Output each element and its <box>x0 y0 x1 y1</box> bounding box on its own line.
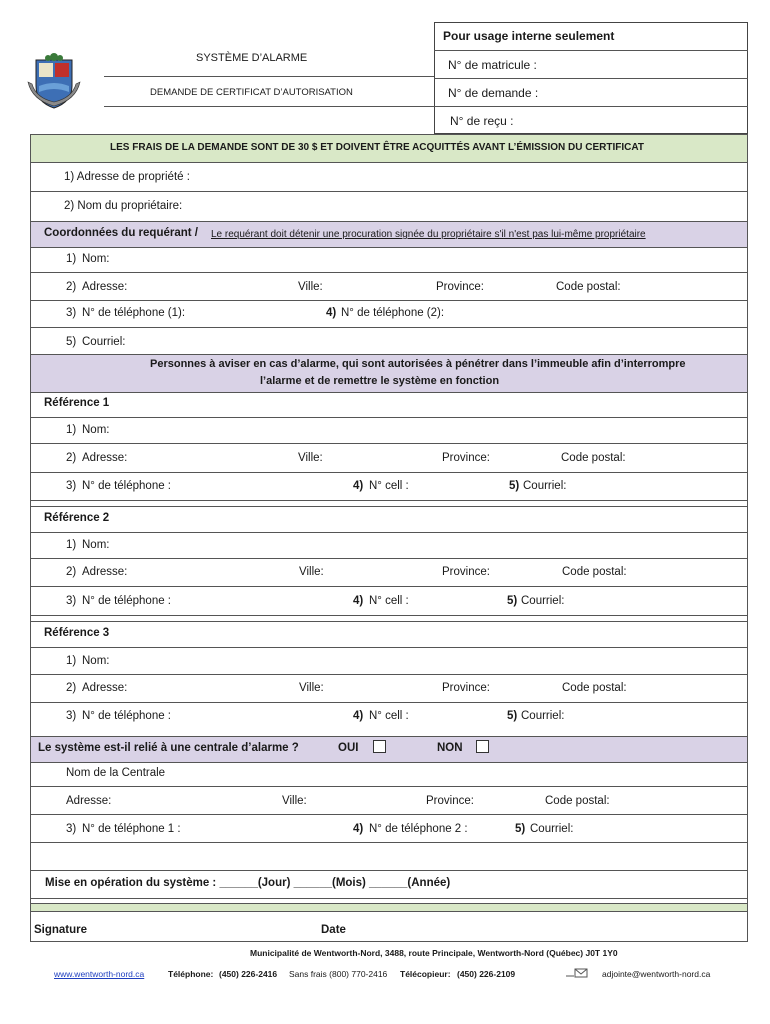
ref3-n3: 3) <box>66 710 77 722</box>
email-icon <box>566 966 588 978</box>
footer-phone-label: Téléphone: <box>168 969 214 979</box>
municipal-logo <box>26 52 82 110</box>
applicant-n2: 2) <box>66 281 77 293</box>
ref1-postal-label: Code postal: <box>561 452 626 464</box>
footer-address: Municipalité de Wentworth-Nord, 3488, route Principale, Wentworth-Nord (Québec) J0T 1Y0 <box>250 948 618 958</box>
ref3-cell-label: N° cell : <box>369 710 409 722</box>
ref1-cell-label: N° cell : <box>369 480 409 492</box>
ref1-n4: 4) <box>353 480 364 492</box>
ref3-address-label: Adresse: <box>82 682 128 694</box>
footer-fax: (450) 226-2109 <box>457 969 516 979</box>
ref1-city-label: Ville: <box>298 452 323 464</box>
internal-use-title: Pour usage interne seulement <box>443 29 615 43</box>
system-title: SYSTÈME D’ALARME <box>196 52 308 64</box>
ref2-n1: 1) <box>66 539 77 551</box>
ref2-postal-label: Code postal: <box>562 566 627 578</box>
central-n4: 4) <box>353 823 364 835</box>
form-frame <box>30 134 748 942</box>
applicant-note: Le requérant doit détenir une procuration signée du propriétaire s'il n'est pas lui-même propriétaire <box>211 229 646 240</box>
recu-label: N° de reçu : <box>450 114 514 128</box>
central-yes-checkbox[interactable] <box>373 740 386 753</box>
central-phone1-label: N° de téléphone 1 : <box>82 823 181 835</box>
applicant-n5: 5) <box>66 336 77 348</box>
matricule-label: N° de matricule : <box>448 58 537 72</box>
ref1-email-label: Courriel: <box>523 480 567 492</box>
central-email-label: Courriel: <box>530 823 574 835</box>
central-n3: 3) <box>66 823 77 835</box>
footer-phone: (450) 226-2416 <box>219 969 278 979</box>
contacts-heading-line2: l’alarme et de remettre le système en fonction <box>260 375 500 387</box>
ref3-phone-label: N° de téléphone : <box>82 710 171 722</box>
central-phone2-label: N° de téléphone 2 : <box>369 823 468 835</box>
ref3-n4: 4) <box>353 710 364 722</box>
applicant-phone2-label: N° de téléphone (2): <box>341 307 445 319</box>
central-n5: 5) <box>515 823 526 835</box>
ref2-email-label: Courriel: <box>521 595 565 607</box>
reference-1-title: Référence 1 <box>44 397 110 409</box>
owner-name-label: 2) Nom du propriétaire: <box>64 200 183 212</box>
property-address-label: 1) Adresse de propriété : <box>64 171 190 183</box>
ref2-name-label: Nom: <box>82 539 110 551</box>
central-city-label: Ville: <box>282 795 307 807</box>
central-no-checkbox[interactable] <box>476 740 489 753</box>
central-yes-label: OUI <box>338 742 359 754</box>
applicant-postal-label: Code postal: <box>556 281 621 293</box>
footer-fax-label: Télécopieur: <box>400 969 451 979</box>
ref3-name-label: Nom: <box>82 655 110 667</box>
ref2-city-label: Ville: <box>299 566 324 578</box>
applicant-name-label: Nom: <box>82 253 110 265</box>
central-postal-label: Code postal: <box>545 795 610 807</box>
applicant-n3: 3) <box>66 307 77 319</box>
ref1-n1: 1) <box>66 424 77 436</box>
ref2-cell-label: N° cell : <box>369 595 409 607</box>
reference-2-title: Référence 2 <box>44 512 110 524</box>
applicant-address-label: Adresse: <box>82 281 128 293</box>
ref3-city-label: Ville: <box>299 682 324 694</box>
form-title: DEMANDE DE CERTIFICAT D’AUTORISATION <box>150 87 353 98</box>
ref3-province-label: Province: <box>442 682 490 694</box>
fees-notice: LES FRAIS DE LA DEMANDE SONT DE 30 $ ET DOIVENT ÊTRE ACQUITTÉS AVANT L’ÉMISSION DU CERTIFICAT <box>110 142 644 153</box>
ref1-n5: 5) <box>509 480 520 492</box>
applicant-city-label: Ville: <box>298 281 323 293</box>
ref2-phone-label: N° de téléphone : <box>82 595 171 607</box>
demande-label: N° de demande : <box>448 86 539 100</box>
ref3-n2: 2) <box>66 682 77 694</box>
ref2-province-label: Province: <box>442 566 490 578</box>
applicant-email-label: Courriel: <box>82 336 126 348</box>
signature-label: Signature <box>34 924 88 936</box>
footer-tollfree: Sans frais (800) 770-2416 <box>289 969 388 979</box>
central-name-label: Nom de la Centrale <box>66 767 166 779</box>
applicant-n1: 1) <box>66 253 77 265</box>
ref3-n5: 5) <box>507 710 518 722</box>
ref2-n3: 3) <box>66 595 77 607</box>
ref2-n2: 2) <box>66 566 77 578</box>
ref3-postal-label: Code postal: <box>562 682 627 694</box>
signature-band <box>31 903 747 912</box>
central-no-label: NON <box>437 742 463 754</box>
ref2-n5: 5) <box>507 595 518 607</box>
ref1-n3: 3) <box>66 480 77 492</box>
ref1-province-label: Province: <box>442 452 490 464</box>
applicant-province-label: Province: <box>436 281 484 293</box>
date-label: Date <box>321 924 346 936</box>
ref1-address-label: Adresse: <box>82 452 128 464</box>
ref1-phone-label: N° de téléphone : <box>82 480 171 492</box>
applicant-n4: 4) <box>326 307 337 319</box>
ref1-name-label: Nom: <box>82 424 110 436</box>
ref2-n4: 4) <box>353 595 364 607</box>
ref3-n1: 1) <box>66 655 77 667</box>
ref1-n2: 2) <box>66 452 77 464</box>
central-province-label: Province: <box>426 795 474 807</box>
footer-email[interactable]: adjointe@wentworth-nord.ca <box>602 969 711 979</box>
footer-website[interactable]: www.wentworth-nord.ca <box>54 969 145 979</box>
applicant-heading: Coordonnées du requérant / <box>44 227 198 239</box>
ref3-email-label: Courriel: <box>521 710 565 722</box>
ref2-address-label: Adresse: <box>82 566 128 578</box>
reference-3-title: Référence 3 <box>44 627 110 639</box>
central-address-label: Adresse: <box>66 795 112 807</box>
contacts-heading-line1: Personnes à aviser en cas d’alarme, qui sont autorisées à pénétrer dans l’immeuble afin d’interrompre <box>150 358 686 370</box>
applicant-phone1-label: N° de téléphone (1): <box>82 307 186 319</box>
central-question: Le système est-il relié à une centrale d’alarme ? <box>38 742 299 754</box>
operation-date-line: Mise en opération du système : ______(Jour) ______(Mois) ______(Année) <box>45 877 451 889</box>
